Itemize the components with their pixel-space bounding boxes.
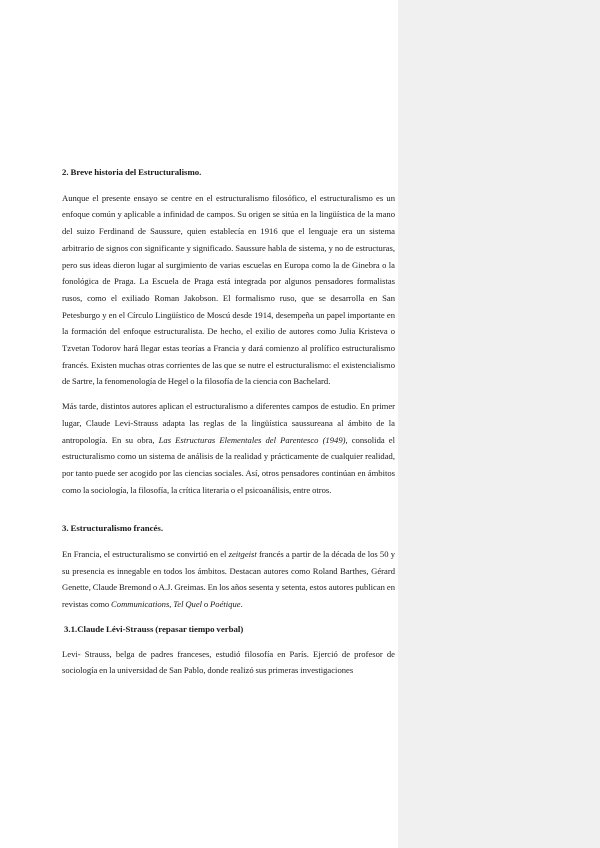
paragraph-text: francés a partir de la década de los 50 y su presencia es innegable en todos los ámbitos. Destacan autores como Roland Barthes, Gérard Genette, Claude Bremond o A.J. Greimas. En los años sesenta y setenta, estos autores publican en revistas como [62,549,395,610]
journal-communications: Communications [111,599,170,610]
section-3-paragraph-1 [62,546,395,613]
section-3-heading: 3. Estructuralismo francés. [62,523,164,534]
separator: . [240,599,243,610]
section-2-paragraph-2 [62,398,395,498]
comment-pane [398,0,600,848]
zeitgeist-term: zeitgeist [228,549,257,560]
book-title: Las Estructuras Elementales del Parentesco (1949) [158,434,346,445]
paragraph-text: , consolida el estructuralismo como un sistema de análisis de la realidad y prácticamente de cualquier realidad, por tanto puede ser acogido por las ciencias sociales. Así, otros pensadores continúan en ámbitos como la sociología, la filosofía, la crítica literaria o el psicoanálisis, entre otros. [62,434,395,495]
separator: o [202,599,211,610]
separator: , [169,599,174,610]
section-2-heading: 2. Breve historia del Estructuralismo. [62,167,202,177]
document-body [62,164,395,687]
paragraph-text: En Francia, el estructuralismo se convirtió en el [62,549,229,560]
section-3-1-paragraph-1: Levi- Strauss, belga de padres franceses, estudió filosofía en París. Ejerció de profesor de sociología en la universidad de San Pablo, donde realizó sus primeras investigaciones [62,648,395,676]
journal-tel-quel: Tel Quel [173,599,203,610]
section-2-paragraph-1: Aunque el presente ensayo se centre en el estructuralismo filosófico, el estructuralismo es un enfoque común y aplicable a infinidad de campos. Su origen se sitúa en la lingüística de la mano del suizo Ferdinand de Saussure, quien establecía en 1916 que el lenguaje era un sistema arbitrario de signos con significante y significado. Saussure habla de sistema, y no de estructuras, pero sus ideas dieron lugar al surgimiento de varias escuelas en Europa como la de Ginebra o la fonológica de Praga. La Escuela de Praga está integrada por algunos pensadores formalistas rusos, como el exiliado Roman Jakobson. El formalismo ruso, que se desarrolla en San Petesburgo y en el Círculo Lingüístico de Moscú desde 1914, desempeña un papel importante en la formación del enfoque estructuralista. De hecho, el exilio de autores como Julia Kristeva o Tzvetan Todorov hará llegar estas teorías a Francia y dará comienzo al prolífico estructuralismo francés. Existen muchas otras corrientes de las que se nutre el estructuralismo: el existencialismo de Sartre, la fenomenología de Hegel o la filosofía de la ciencia con Bachelard. [62,192,395,387]
section-3-1-heading: 3.1.Claude Lévi-Strauss (repasar tiempo verbal) [64,623,244,634]
journal-poetique: Poétique [210,599,241,610]
paragraph-text: Más tarde, distintos autores aplican el estructuralismo a diferentes campos de estudio. En primer lugar, Claude Levi-Strauss adapta las reglas de la lingüística saussureana al ámbito de la antropología. En su obra, [62,401,395,445]
